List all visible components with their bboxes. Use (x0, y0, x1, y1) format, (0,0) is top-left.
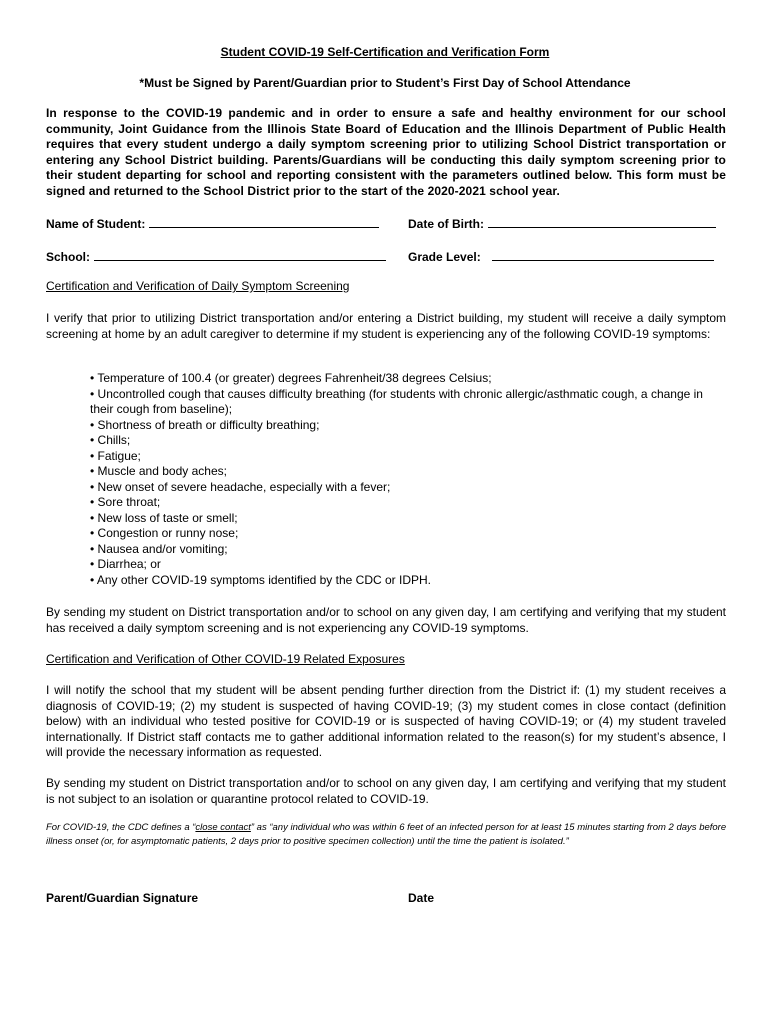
student-name-field[interactable] (46, 215, 379, 231)
student-name-label: Name of Student: (46, 217, 146, 231)
list-item: • New loss of taste or smell; (90, 510, 238, 525)
section2-notify: I will notify the school that my student will be absent pending further direction from the District if: (1) my student receives a diagnosis of COVID-19; (2) my student is suspected of having COVID-19; (3) my student comes in close contact (definition below) with an individual who tested positive for COVID-19 or is suspected of having COVID-19; or (4) my student traveled internationally. If District staff contacts me to gather additional information related to the reason(s) for my student’s absence, I will provide the necessary information as requested. (46, 683, 726, 760)
signature-date-label[interactable]: Date (408, 891, 435, 905)
dob-line[interactable] (488, 215, 716, 228)
section1-lead: I verify that prior to utilizing District transportation and/or entering a District building, my student will receive a daily symptom screening at home by an adult caregiver to determine if my student is experiencing any of the following COVID-19 symptoms: (46, 311, 726, 341)
school-line[interactable] (94, 248, 386, 261)
list-item: • Sore throat; (90, 495, 161, 509)
list-item: • Congestion or runny nose; (90, 526, 239, 540)
list-item: • Muscle and body aches; (90, 464, 227, 478)
student-name-line[interactable] (149, 215, 379, 228)
symptom-list (90, 371, 726, 588)
section1-heading: Certification and Verification of Daily Symptom Screening (46, 279, 350, 293)
list-item: • Diarrhea; or (90, 557, 161, 571)
list-item: • Uncontrolled cough that causes difficulty breathing (for students with chronic allergic/asthmatic cough, a change in their cough from baseline); (90, 386, 703, 416)
list-item: • New onset of severe headache, especially with a fever; (90, 479, 391, 494)
dob-label: Date of Birth: (408, 217, 484, 231)
form-title: Student COVID-19 Self-Certification and Verification Form (220, 45, 550, 59)
form-subtitle: *Must be Signed by Parent/Guardian prior to Student’s First Day of School Attendance (139, 76, 631, 90)
footnote-suffix: ” as “any individual who was within 6 feet of an infected person for at least 15 minutes starting from 2 days before illness onset (or, for asymptomatic patients, 2 days prior to positive specimen collection) until the time the patient is isolated.” (46, 822, 727, 847)
parent-signature-label[interactable]: Parent/Guardian Signature (46, 891, 199, 905)
grade-label: Grade Level: (408, 250, 481, 264)
list-item: • Shortness of breath or difficulty breathing; (90, 417, 320, 432)
school-label: School: (46, 250, 90, 264)
dob-field[interactable] (408, 215, 716, 231)
list-item: • Fatigue; (90, 448, 141, 463)
grade-field[interactable] (408, 248, 714, 264)
section2-certify: By sending my student on District transportation and/or to school on any given day, I am certifying and verifying that my student is not subject to an isolation or quarantine protocol related to COVID-19. (46, 776, 726, 806)
footnote-prefix: For COVID-19, the CDC defines a “ (46, 822, 196, 833)
school-field[interactable] (46, 248, 386, 264)
close-contact-footnote (46, 821, 728, 849)
grade-line[interactable] (492, 248, 714, 261)
section2-heading: Certification and Verification of Other COVID-19 Related Exposures (46, 652, 405, 666)
list-item: • Temperature of 100.4 (or greater) degrees Fahrenheit/38 degrees Celsius; (90, 371, 492, 385)
list-item: • Any other COVID-19 symptoms identified by the CDC or IDPH. (90, 572, 431, 587)
footnote-term: close contact (195, 822, 251, 833)
list-item: • Nausea and/or vomiting; (90, 541, 228, 556)
section1-certify: By sending my student on District transportation and/or to school on any given day, I am certifying and verifying that my student has received a daily symptom screening and is not experiencing any COVID-19 symptoms. (46, 605, 726, 635)
list-item: • Chills; (90, 433, 131, 447)
intro-paragraph: In response to the COVID-19 pandemic and in order to ensure a safe and healthy environment for our school community, Joint Guidance from the Illinois State Board of Education and the Illinois Department of Public Health requires that every student undergo a daily symptom screening prior to utilizing School District transportation or entering any School District building. Parents/Guardians will be conducting this daily symptom screening prior to their student departing for school and reporting consistent with the parameters outlined below. This form must be signed and returned to the School District prior to the start of the 2020-2021 school year. (46, 106, 726, 198)
